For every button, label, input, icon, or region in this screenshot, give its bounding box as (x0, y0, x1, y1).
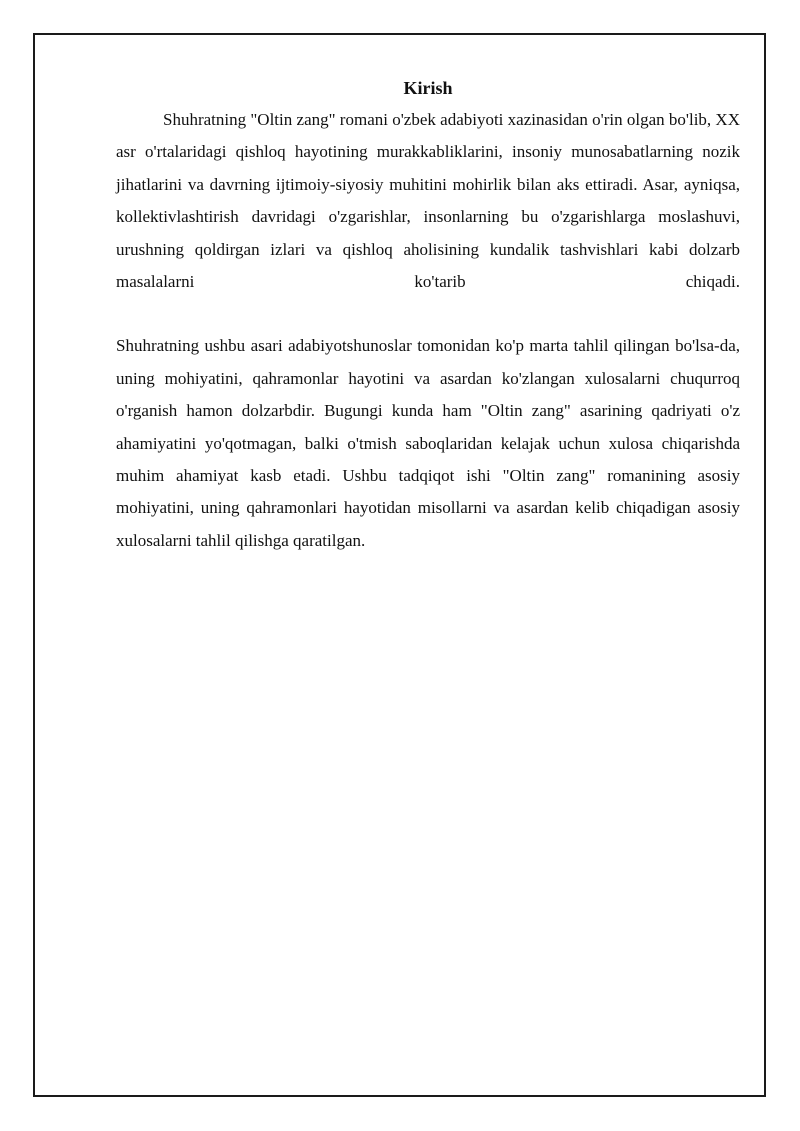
document-title: Kirish (403, 78, 453, 98)
document-body (116, 74, 740, 557)
paragraph-1: Shuhratning "Oltin zang" romani o'zbek adabiyoti xazinasidan o'rin olgan bo'lib, XX asr o'rtalaridagi qishloq hayotining murakkabliklarini, insoniy munosabatlarning nozik jihatlarini va davrning ijtimoiy-siyosiy muhitini mohirlik bilan aks ettiradi. Asar, ayniqsa, kollektivlashtirish davridagi o'zgarishlar, insonlarning bu o'zgarishlarga moslashuvi, urushning qoldirgan izlari va qishloq aholisining kundalik tashvishlari kabi dolzarb masalalarni ko'tarib chiqadi. (116, 110, 740, 292)
paragraph-2: Shuhratning ushbu asari adabiyotshunoslar tomonidan ko'p marta tahlil qilingan bo'lsa-da, uning mohiyatini, qahramonlar hayotini va asardan ko'zlangan xulosalarni chuqurroq o'rganish hamon dolzarbdir. Bugungi kunda ham "Oltin zang" asarining qadriyati o'z ahamiyatini yo'qotmagan, balki o'tmish saboqlaridan kelajak uchun xulosa chiqarishda muhim ahamiyat kasb etadi. Ushbu tadqiqot ishi "Oltin zang" romanining asosiy mohiyatini, uning qahramonlari hayotidan misollarni va asardan kelib chiqadigan asosiy xulosalarni tahlil qilishga qaratilgan. (116, 336, 740, 550)
paragraph-gap (116, 298, 740, 330)
